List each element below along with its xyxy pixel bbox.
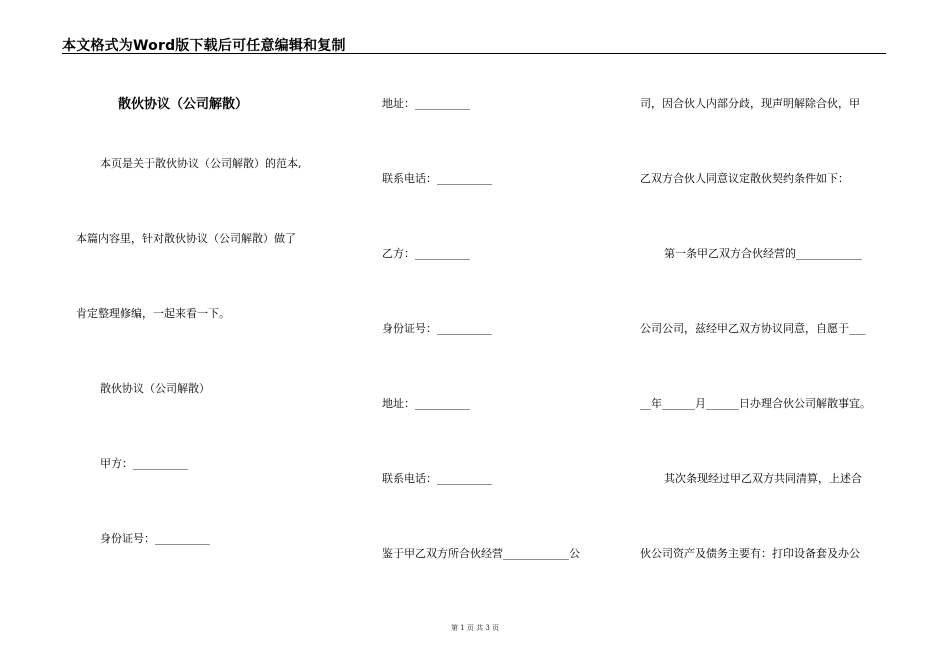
text-line: 肯定整理修编，一起来看一下。 <box>76 307 230 320</box>
text-line: 第一条甲乙双方合伙经营的____________ <box>664 247 862 260</box>
text-line: 其次条现经过甲乙双方共同清算，上述合 <box>664 472 862 485</box>
text-line: 鉴于甲乙双方所合伙经营____________公 <box>382 547 580 560</box>
page-number-footer: 第 1 页 共 3 页 <box>450 624 500 632</box>
phone-field: 联系电话：__________ <box>382 472 492 485</box>
document-title: 散伙协议（公司解散） <box>118 97 249 112</box>
text-line: 公司公司，兹经甲乙双方协议同意，自愿于___ <box>640 322 866 335</box>
phone-field: 联系电话：__________ <box>382 172 492 185</box>
address-field: 地址：__________ <box>382 397 470 410</box>
document-header-title: 本文格式为Word版下载后可任意编辑和复制 <box>62 38 346 54</box>
text-line: 散伙协议（公司解散） <box>100 382 210 395</box>
text-line: 伙公司资产及债务主要有：打印设备套及办公 <box>640 547 860 560</box>
text-line: 乙双方合伙人同意议定散伙契约条件如下： <box>640 172 849 185</box>
id-number-field: 身份证号：__________ <box>382 322 492 335</box>
text-line: 司，因合伙人内部分歧，现声明解除合伙，甲 <box>640 97 860 110</box>
text-line: 本篇内容里，针对散伙协议（公司解散）做了 <box>76 232 296 245</box>
header-divider <box>62 53 886 54</box>
text-line: 本页是关于散伙协议（公司解散）的范本, <box>100 157 302 170</box>
address-field: 地址：__________ <box>382 97 470 110</box>
party-b-field: 乙方：__________ <box>382 247 470 260</box>
text-line: __年______月______日办理合伙公司解散事宜。 <box>640 397 871 410</box>
id-number-field: 身份证号：__________ <box>100 532 210 545</box>
party-a-field: 甲方：__________ <box>100 457 188 470</box>
